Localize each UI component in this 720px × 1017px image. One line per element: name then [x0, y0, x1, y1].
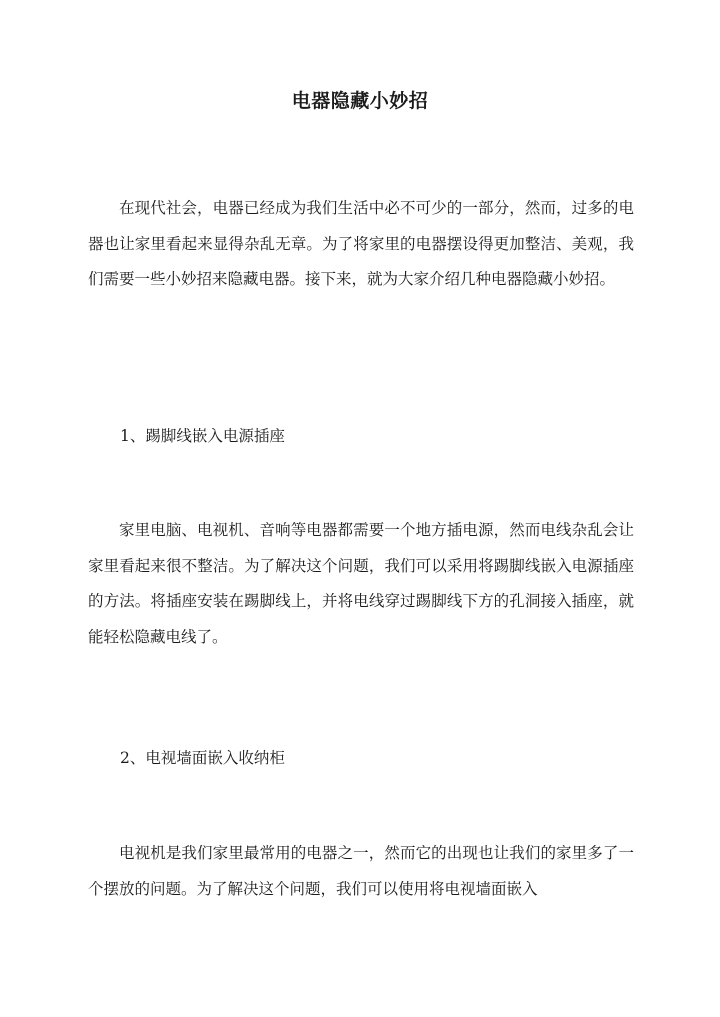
- section-heading-1: 1、踢脚线嵌入电源插座: [120, 427, 285, 445]
- section-heading-2: 2、电视墙面嵌入收纳柜: [120, 749, 285, 767]
- intro-paragraph: 在现代社会，电器已经成为我们生活中必不可少的一部分，然而，过多的电器也让家里看起来显得杂乱无章。为了将家里的电器摆设得更加整洁、美观，我们需要一些小妙招来隐藏电器。接下来，就为大家介绍几种电器隐藏小妙招。: [88, 199, 634, 288]
- section-body-1: 家里电脑、电视机、音响等电器都需要一个地方插电源，然而电线杂乱会让家里看起来很不整洁。为了解决这个问题，我们可以采用将踢脚线嵌入电源插座的方法。将插座安装在踢脚线上，并将电线穿过踢脚线下方的孔洞接入插座，就能轻松隐藏电线了。: [88, 521, 634, 646]
- document-title: 电器隐藏小妙招: [291, 90, 429, 112]
- section-body-2: 电视机是我们家里最常用的电器之一，然而它的出现也让我们的家里多了一个摆放的问题。为了解决这个问题，我们可以使用将电视墙面嵌入: [88, 844, 634, 898]
